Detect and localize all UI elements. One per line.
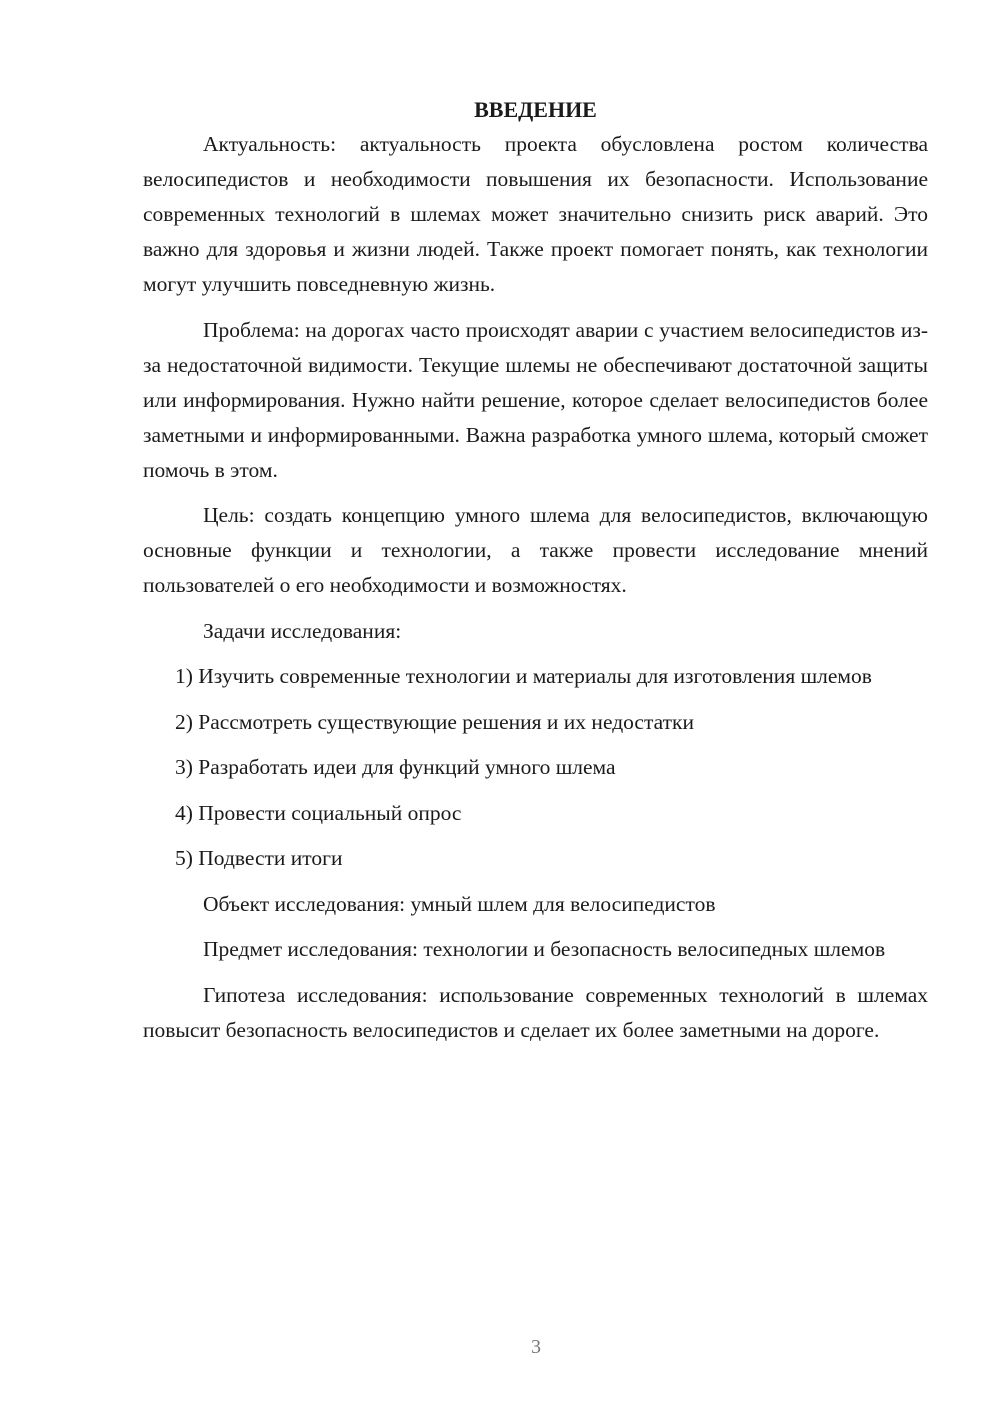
paragraph-goal: Цель: создать концепцию умного шлема для велосипедистов, включающую основные функции и технологии, а также провести исследование мнений пользователей о его необходимости и возможностях. — [143, 503, 928, 597]
paragraph-relevance: Актуальность: актуальность проекта обусловлена ростом количества велосипедистов и необходимости повышения их безопасности. Использование современных технологий в шлемах может значительно снизить риск аварий. Это важно для здоровья и жизни людей. Также проект помогает понять, как технологии могут улучшить повседневную жизнь. — [143, 132, 928, 296]
task-item-1: 1) Изучить современные технологии и материалы для изготовления шлемов — [175, 664, 872, 688]
task-item-3: 3) Разработать идеи для функций умного шлема — [175, 755, 616, 779]
task-item-4: 4) Провести социальный опрос — [175, 800, 462, 825]
paragraph-hypothesis: Гипотеза исследования: использование современных технологий в шлемах повысит безопасность велосипедистов и сделает их более заметными на дороге. — [143, 982, 928, 1042]
task-item-2: 2) Рассмотреть существующие решения и их недостатки — [175, 709, 694, 734]
section-title: ВВЕДЕНИЕ — [474, 97, 597, 122]
paragraph-object: Объект исследования: умный шлем для велосипедистов — [203, 891, 716, 916]
task-item-5: 5) Подвести итоги — [175, 846, 343, 870]
page-content — [143, 92, 928, 1058]
paragraph-subject: Предмет исследования: технологии и безопасность велосипедных шлемов — [203, 937, 886, 961]
paragraph-problem: Проблема: на дорогах часто происходят аварии с участием велосипедистов из-за недостаточной видимости. Текущие шлемы не обеспечивают достаточной защиты или информирования. Нужно найти решение, которое сделает велосипедистов более заметными и информированными. Важна разработка умного шлема, который сможет помочь в этом. — [143, 317, 928, 482]
paragraph-tasks-heading: Задачи исследования: — [203, 618, 402, 643]
page-number: 3 — [531, 1336, 541, 1358]
